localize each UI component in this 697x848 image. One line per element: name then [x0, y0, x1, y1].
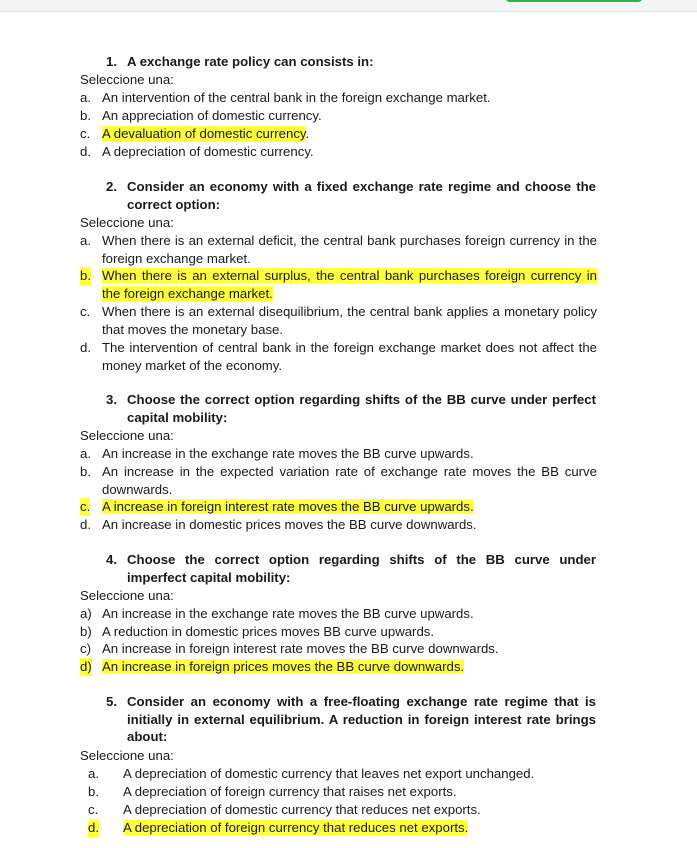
- option-label: b.: [88, 784, 99, 799]
- option-text: A depreciation of foreign currency that raises net exports.: [123, 784, 457, 799]
- question-title: [106, 693, 596, 746]
- option-text: An increase in the exchange rate moves the BB curve upwards.: [102, 446, 474, 461]
- question-title: [106, 178, 596, 213]
- option-label: c.: [80, 304, 91, 319]
- option-b[interactable]: [80, 267, 597, 302]
- option-label: b.: [80, 108, 91, 123]
- answer-highlight: A increase in foreign interest rate moves the BB curve upwards.: [102, 499, 474, 514]
- select-prompt: Seleccione una:: [80, 72, 174, 87]
- option-a[interactable]: [80, 605, 597, 623]
- option-text-highlighted: [102, 498, 597, 516]
- option-label: d.: [80, 144, 91, 159]
- question-title: [106, 551, 596, 586]
- question-number: 4.: [106, 552, 117, 567]
- question-text: A exchange rate policy can consists in:: [127, 54, 374, 69]
- answer-highlight: A devaluation of domestic currency: [102, 126, 306, 141]
- option-label: d.: [80, 340, 91, 355]
- question-number: 3.: [106, 392, 117, 407]
- question-number: 5.: [106, 694, 117, 709]
- option-text: An increase in domestic prices moves the BB curve downwards.: [102, 517, 477, 532]
- option-text-highlighted: [102, 658, 597, 676]
- option-label: d.: [88, 820, 99, 835]
- option-b[interactable]: [80, 463, 597, 498]
- option-a[interactable]: [80, 765, 597, 783]
- option-label: d): [80, 659, 92, 674]
- option-c[interactable]: [80, 303, 597, 338]
- option-text: An intervention of the central bank in the foreign exchange market.: [102, 90, 491, 105]
- option-d[interactable]: [80, 339, 597, 374]
- select-prompt: Seleccione una:: [80, 215, 174, 230]
- question-number: 2.: [106, 179, 117, 194]
- option-text: A reduction in domestic prices moves BB curve upwards.: [102, 624, 435, 639]
- option-a[interactable]: [80, 445, 597, 463]
- option-text-highlighted: [102, 125, 597, 143]
- option-label: c.: [80, 499, 91, 514]
- select-prompt: Seleccione una:: [80, 588, 174, 603]
- option-text-highlighted: [123, 819, 597, 837]
- select-prompt: Seleccione una:: [80, 748, 174, 763]
- option-text: When there is an external deficit, the central bank purchases foreign currency in the foreign exchange market.: [102, 233, 597, 266]
- option-text: An increase in the exchange rate moves the BB curve upwards.: [102, 606, 474, 621]
- option-label: a.: [80, 90, 91, 105]
- option-label: c): [80, 641, 91, 656]
- option-text: A depreciation of domestic currency that leaves net export unchanged.: [123, 766, 535, 781]
- option-c[interactable]: [80, 640, 597, 658]
- option-d[interactable]: [80, 516, 597, 534]
- question-text: Choose the correct option regarding shifts of the BB curve under imperfect capital mobility:: [127, 552, 596, 585]
- green-action-button[interactable]: [505, 0, 643, 2]
- option-c[interactable]: [80, 801, 597, 819]
- option-text: An appreciation of domestic currency.: [102, 108, 322, 123]
- option-text: A depreciation of domestic currency.: [102, 144, 314, 159]
- option-b[interactable]: [80, 107, 597, 125]
- option-d[interactable]: [80, 819, 597, 837]
- option-suffix: .: [305, 126, 310, 141]
- option-text: A depreciation of domestic currency that reduces net exports.: [123, 802, 481, 817]
- question-text: Consider an economy with a free-floating exchange rate regime that is initially in external equilibrium. A reduction in foreign interest rate brings about:: [127, 694, 596, 744]
- option-text-highlighted: [102, 267, 597, 302]
- option-text: An increase in foreign interest rate moves the BB curve downwards.: [102, 641, 499, 656]
- option-text: The intervention of central bank in the foreign exchange market does not affect the money market of the economy.: [102, 340, 597, 373]
- option-label: a.: [88, 766, 99, 781]
- option-label: c.: [80, 126, 91, 141]
- question-title: [106, 391, 596, 426]
- option-c[interactable]: [80, 498, 597, 516]
- option-b[interactable]: [80, 623, 597, 641]
- option-a[interactable]: [80, 232, 597, 267]
- option-label: b.: [80, 268, 91, 283]
- answer-highlight: When there is an external surplus, the central bank purchases foreign currency in the foreign exchange market.: [102, 268, 597, 301]
- answer-highlight: A depreciation of foreign currency that reduces net exports.: [123, 820, 469, 835]
- question-number: 1.: [106, 54, 117, 69]
- browser-top-bar: [0, 0, 697, 12]
- select-prompt: Seleccione una:: [80, 428, 174, 443]
- option-label: b.: [80, 464, 91, 479]
- question-text: Choose the correct option regarding shifts of the BB curve under perfect capital mobility:: [127, 392, 596, 425]
- option-label: c.: [88, 802, 99, 817]
- option-label: a.: [80, 233, 91, 248]
- option-label: b): [80, 624, 92, 639]
- question-title: [106, 53, 596, 71]
- answer-highlight: An increase in foreign prices moves the BB curve downwards.: [102, 659, 465, 674]
- question-text: Consider an economy with a fixed exchange rate regime and choose the correct option:: [127, 179, 596, 212]
- option-label: a): [80, 606, 92, 621]
- option-label: d.: [80, 517, 91, 532]
- option-label: a.: [80, 446, 91, 461]
- option-text: When there is an external disequilibrium, the central bank applies a monetary policy that moves the monetary base.: [102, 304, 597, 337]
- option-d[interactable]: [80, 658, 597, 676]
- option-b[interactable]: [80, 783, 597, 801]
- option-text: An increase in the expected variation rate of exchange rate moves the BB curve downwards.: [102, 464, 597, 497]
- option-c[interactable]: [80, 125, 597, 143]
- option-d[interactable]: [80, 143, 597, 161]
- option-a[interactable]: [80, 89, 597, 107]
